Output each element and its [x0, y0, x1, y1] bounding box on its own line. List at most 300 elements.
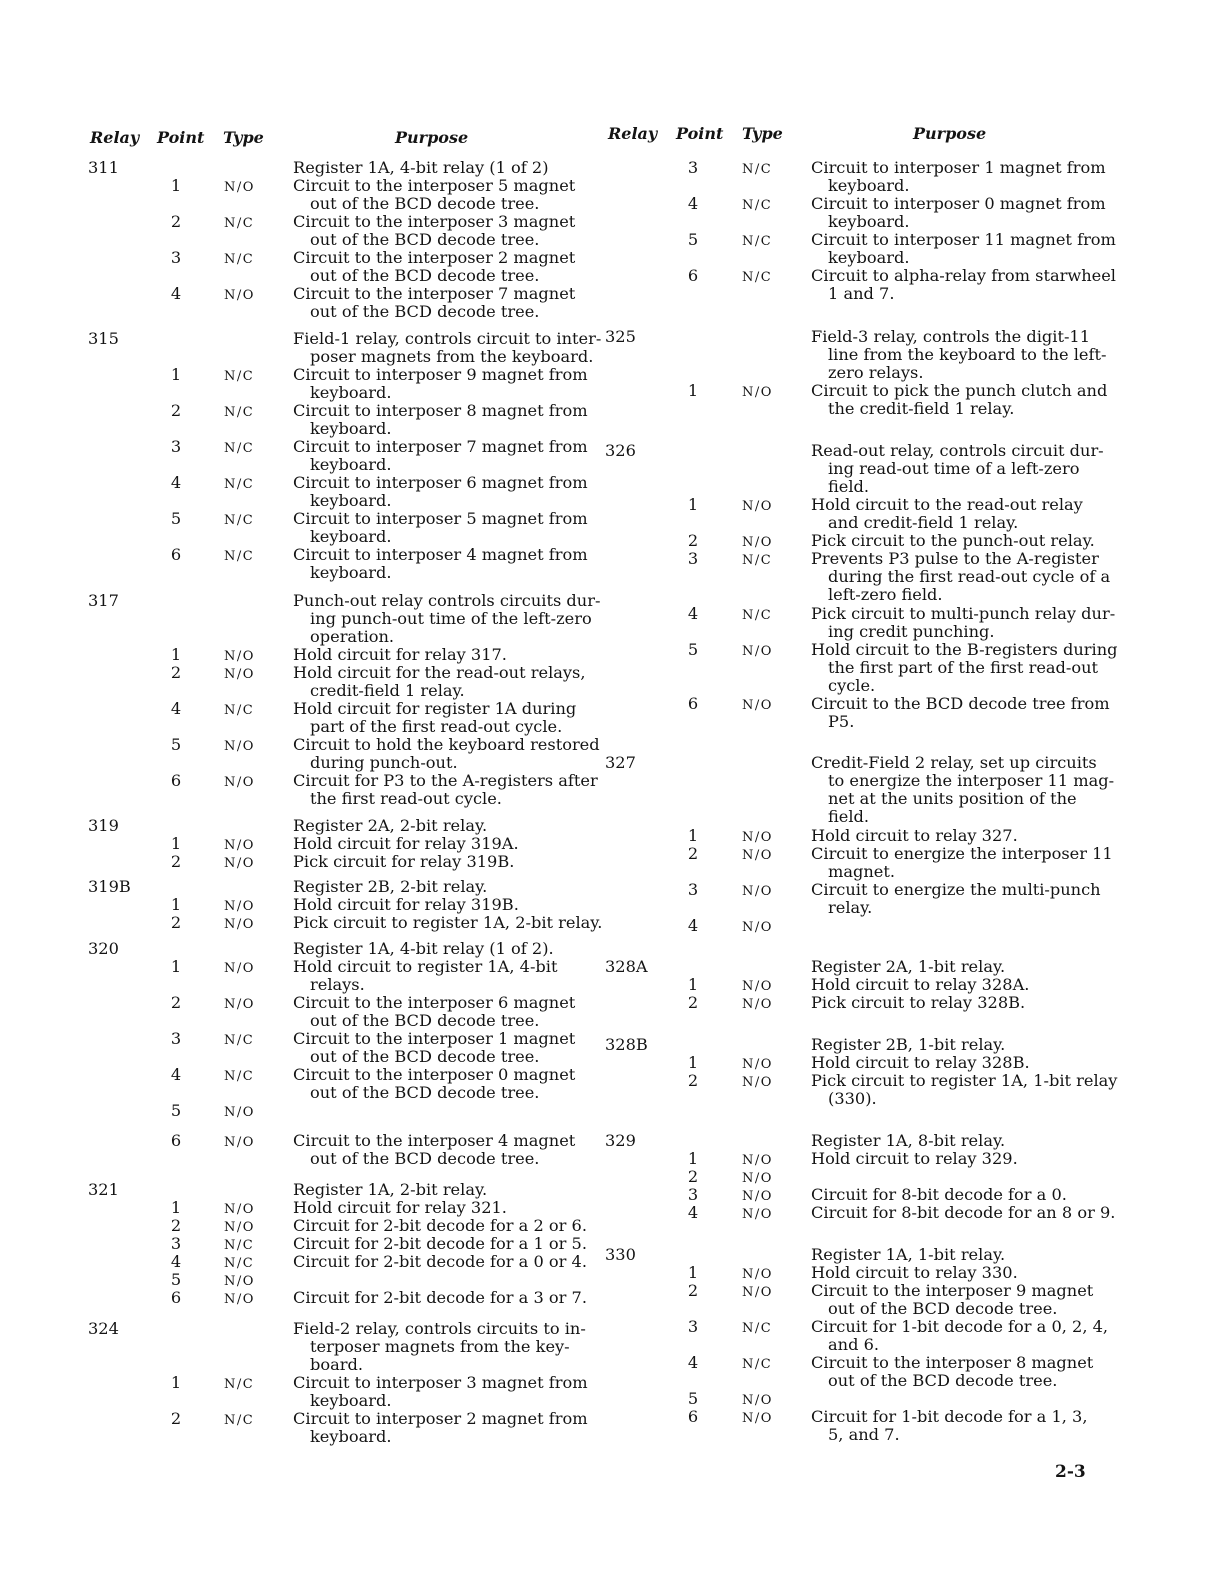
purpose-text: [293, 878, 569, 896]
purpose-line: out of the BCD decode tree.: [310, 1011, 540, 1030]
purpose-text: [811, 1132, 1088, 1150]
contact-type: N/O: [742, 1171, 773, 1186]
point-number: 5: [687, 640, 699, 659]
contact-type: N/O: [742, 1189, 773, 1204]
purpose-line: Circuit to interposer 0 magnet from: [811, 194, 1106, 213]
contact-type: N/O: [224, 649, 255, 664]
purpose-text: [811, 604, 1116, 641]
relay-number: 319B: [88, 877, 131, 896]
contact-type: N/C: [742, 1357, 773, 1372]
purpose-line: Circuit to interposer 9 magnet from: [293, 365, 588, 384]
purpose-text: [811, 1264, 1088, 1282]
purpose-line: Pick circuit for relay 319B.: [293, 852, 515, 871]
contact-type: N/O: [224, 856, 255, 871]
purpose-line: keyboard.: [310, 1391, 392, 1410]
purpose-line: left-zero field.: [828, 585, 943, 604]
purpose-line: cycle.: [828, 676, 876, 695]
purpose-line: out of the BCD decode tree.: [828, 1299, 1058, 1318]
purpose-line: Circuit to energize the interposer 11: [811, 844, 1113, 863]
contact-type: N/O: [742, 1411, 773, 1426]
point-number: 2: [687, 531, 699, 550]
purpose-text: [293, 248, 576, 285]
point-number: 6: [170, 1131, 182, 1150]
purpose-text: [811, 194, 1106, 231]
contact-type: N/O: [742, 830, 773, 845]
contact-type: N/O: [742, 884, 773, 899]
relay-number: 328B: [605, 1035, 648, 1054]
purpose-line: Hold circuit for register 1A during: [293, 699, 577, 718]
point-number: 2: [170, 401, 182, 420]
contact-type: N/O: [742, 1393, 773, 1408]
contact-type: N/C: [224, 1033, 255, 1048]
purpose-text: [811, 158, 1106, 195]
point-number: 6: [170, 771, 182, 790]
point-number: 4: [687, 916, 699, 935]
purpose-text: [293, 176, 576, 213]
purpose-line: Circuit to interposer 2 magnet from: [293, 1409, 588, 1428]
point-number: 1: [687, 495, 699, 514]
purpose-text: [293, 735, 600, 772]
purpose-line: Register 1A, 1-bit relay.: [811, 1245, 1006, 1264]
point-number: 3: [170, 1234, 182, 1253]
contact-type: N/C: [742, 1321, 773, 1336]
point-number: 5: [170, 509, 182, 528]
purpose-text: [811, 496, 1088, 532]
point-number: 1: [170, 895, 182, 914]
purpose-line: Hold circuit to the B-registers during: [811, 640, 1118, 659]
point-number: 5: [170, 1270, 182, 1289]
contact-type: N/O: [224, 899, 255, 914]
header-purpose-left: Purpose: [395, 128, 469, 147]
point-number: 1: [170, 834, 182, 853]
purpose-line: Register 2B, 1-bit relay.: [811, 1035, 1006, 1054]
purpose-line: Pick circuit to multi-punch relay dur-: [811, 604, 1116, 623]
relay-number: 321: [88, 1180, 119, 1199]
header-point-right: Point: [676, 124, 724, 143]
purpose-line: credit-field 1 relay.: [310, 681, 465, 700]
contact-type: N/O: [224, 1135, 255, 1150]
point-number: 6: [687, 694, 699, 713]
purpose-text: [293, 958, 569, 994]
point-number: 3: [170, 248, 182, 267]
purpose-text: [293, 646, 569, 664]
purpose-line: Hold circuit to relay 328A.: [811, 975, 1030, 994]
purpose-line: Circuit to interposer 6 magnet from: [293, 473, 588, 492]
point-number: 1: [687, 1053, 699, 1072]
contact-type: N/O: [742, 1267, 773, 1282]
contact-type: N/O: [742, 997, 773, 1012]
contact-type: N/C: [224, 1377, 255, 1392]
contact-type: N/O: [224, 739, 255, 754]
purpose-text: [811, 1353, 1094, 1390]
contact-type: N/C: [224, 1069, 255, 1084]
purpose-line: keyboard.: [310, 419, 392, 438]
purpose-text: [811, 1071, 1118, 1108]
purpose-text: [293, 212, 576, 249]
purpose-line: board.: [310, 1355, 364, 1374]
purpose-line: Register 2A, 2-bit relay.: [293, 816, 488, 835]
purpose-line: Circuit to the interposer 6 magnet: [293, 993, 576, 1012]
purpose-line: out of the BCD decode tree.: [310, 1083, 540, 1102]
purpose-line: Circuit to the interposer 5 magnet: [293, 176, 576, 195]
relay-number: 320: [88, 939, 119, 958]
purpose-text: [811, 381, 1108, 418]
contact-type: N/O: [224, 1105, 255, 1120]
relay-number: 317: [88, 591, 119, 610]
purpose-line: Circuit to interposer 1 magnet from: [811, 158, 1106, 177]
purpose-line: keyboard.: [310, 527, 392, 546]
purpose-text: [811, 640, 1118, 695]
contact-type: N/O: [224, 997, 255, 1012]
purpose-line: during punch-out.: [310, 753, 458, 772]
purpose-text: [293, 1216, 587, 1235]
purpose-line: ing credit punching.: [828, 622, 995, 641]
point-number: 2: [687, 1167, 699, 1186]
point-number: 3: [687, 549, 699, 568]
contact-type: N/O: [742, 1057, 773, 1072]
point-number: 4: [170, 473, 182, 492]
purpose-line: (330).: [828, 1089, 877, 1108]
point-number: 6: [687, 1407, 699, 1426]
point-number: 1: [170, 1373, 182, 1392]
purpose-line: Circuit for P3 to the A-registers after: [293, 771, 598, 790]
purpose-text: [811, 694, 1110, 731]
point-number: 2: [687, 844, 699, 863]
point-number: 2: [687, 993, 699, 1012]
contact-type: N/O: [742, 1075, 773, 1090]
contact-type: N/C: [742, 553, 773, 568]
purpose-line: Circuit to the interposer 4 magnet: [293, 1131, 576, 1150]
purpose-text: [811, 880, 1101, 917]
point-number: 4: [170, 699, 182, 718]
purpose-text: [293, 940, 569, 958]
purpose-line: poser magnets from the keyboard.: [310, 347, 594, 366]
purpose-line: keyboard.: [828, 212, 910, 231]
purpose-line: Circuit to hold the keyboard restored: [293, 735, 600, 754]
purpose-line: Circuit for 2-bit decode for a 0 or 4.: [293, 1252, 587, 1271]
purpose-text: [293, 509, 588, 546]
purpose-line: Hold circuit for relay 321.: [293, 1198, 507, 1217]
purpose-line: keyboard.: [310, 1427, 392, 1446]
contact-type: N/O: [742, 920, 773, 935]
purpose-text: [811, 1054, 1088, 1072]
contact-type: N/O: [224, 1220, 255, 1235]
contact-type: N/O: [742, 1207, 773, 1222]
purpose-line: out of the BCD decode tree.: [310, 1047, 540, 1066]
purpose-text: [811, 266, 1116, 303]
point-number: 2: [170, 663, 182, 682]
purpose-line: field.: [828, 477, 870, 496]
purpose-text: [293, 159, 569, 177]
contact-type: N/O: [742, 979, 773, 994]
purpose-line: zero relays.: [828, 363, 924, 382]
point-number: 3: [687, 1185, 699, 1204]
purpose-line: keyboard.: [310, 563, 392, 582]
purpose-text: [811, 1150, 1088, 1168]
purpose-line: and credit-field 1 relay.: [828, 513, 1019, 532]
purpose-line: P5.: [828, 712, 855, 731]
point-number: 6: [170, 545, 182, 564]
contact-type: N/C: [742, 198, 773, 213]
purpose-text: [293, 1131, 576, 1168]
point-number: 1: [170, 176, 182, 195]
purpose-text: [293, 1319, 586, 1374]
purpose-line: Hold circuit for relay 319A.: [293, 834, 519, 853]
purpose-text: [293, 1409, 588, 1446]
point-number: 3: [170, 1029, 182, 1048]
point-number: 4: [687, 194, 699, 213]
purpose-line: relays.: [310, 975, 365, 994]
contact-type: N/O: [224, 1202, 255, 1217]
purpose-text: [293, 1029, 576, 1066]
point-number: 5: [687, 230, 699, 249]
purpose-text: [811, 1246, 1088, 1264]
contact-type: N/O: [224, 667, 255, 682]
point-number: 2: [170, 1216, 182, 1235]
purpose-text: [293, 1288, 587, 1307]
purpose-line: Punch-out relay controls circuits dur-: [293, 591, 601, 610]
purpose-line: Circuit to interposer 5 magnet from: [293, 509, 588, 528]
header-point-left: Point: [157, 128, 205, 147]
purpose-line: Hold circuit for relay 317.: [293, 645, 507, 664]
purpose-line: Circuit for 8-bit decode for an 8 or 9.: [811, 1203, 1116, 1222]
purpose-text: [811, 441, 1104, 496]
purpose-text: [293, 284, 576, 321]
contact-type: N/O: [742, 698, 773, 713]
point-number: 1: [170, 645, 182, 664]
purpose-line: Circuit to interposer 7 magnet from: [293, 437, 588, 456]
contact-type: N/C: [224, 369, 255, 384]
purpose-text: [293, 913, 603, 932]
relay-number: 328A: [605, 957, 648, 976]
header-type-left: Type: [223, 128, 264, 147]
purpose-line: Field-2 relay, controls circuits to in-: [293, 1319, 586, 1338]
contact-type: N/O: [742, 1285, 773, 1300]
point-number: 4: [687, 1203, 699, 1222]
contact-type: N/O: [742, 385, 773, 400]
point-number: 1: [687, 975, 699, 994]
contact-type: N/C: [742, 234, 773, 249]
purpose-text: [811, 976, 1088, 994]
purpose-text: [293, 365, 588, 402]
relay-number: 315: [88, 329, 119, 348]
point-number: 2: [170, 993, 182, 1012]
point-number: 3: [687, 1317, 699, 1336]
purpose-text: [811, 844, 1113, 881]
purpose-line: Circuit to the interposer 0 magnet: [293, 1065, 576, 1084]
purpose-text: [293, 329, 602, 366]
purpose-text: [293, 1252, 587, 1271]
page-number: 2-3: [1055, 1462, 1086, 1482]
relay-number: 319: [88, 816, 119, 835]
header-type-right: Type: [742, 124, 783, 143]
point-number: 2: [687, 1071, 699, 1090]
purpose-line: Circuit to the interposer 1 magnet: [293, 1029, 576, 1048]
purpose-line: Prevents P3 pulse to the A-register: [811, 549, 1099, 568]
contact-type: N/O: [224, 838, 255, 853]
contact-type: N/C: [742, 162, 773, 177]
purpose-line: Hold circuit to the read-out relay: [811, 495, 1083, 514]
point-number: 4: [687, 1353, 699, 1372]
purpose-text: [293, 896, 569, 914]
header-relay-right: Relay: [608, 124, 658, 143]
purpose-text: [293, 591, 601, 646]
purpose-line: relay.: [828, 898, 873, 917]
purpose-line: part of the first read-out cycle.: [310, 717, 563, 736]
purpose-line: Circuit to the interposer 7 magnet: [293, 284, 576, 303]
purpose-text: [293, 473, 588, 510]
point-number: 2: [170, 1409, 182, 1428]
purpose-line: and 6.: [828, 1335, 880, 1354]
contact-type: N/O: [224, 288, 255, 303]
purpose-line: Register 2B, 2-bit relay.: [293, 877, 488, 896]
purpose-line: net at the units position of the: [828, 789, 1077, 808]
point-number: 2: [170, 852, 182, 871]
purpose-line: 1 and 7.: [828, 284, 895, 303]
point-number: 3: [687, 880, 699, 899]
contact-type: N/C: [224, 513, 255, 528]
point-number: 1: [687, 381, 699, 400]
purpose-text: [293, 437, 588, 474]
purpose-line: keyboard.: [828, 176, 910, 195]
contact-type: N/C: [224, 477, 255, 492]
contact-type: N/O: [742, 499, 773, 514]
purpose-line: line from the keyboard to the left-: [828, 345, 1107, 364]
purpose-text: [811, 994, 1088, 1012]
point-number: 6: [687, 266, 699, 285]
purpose-line: the first read-out cycle.: [310, 789, 502, 808]
purpose-text: [293, 835, 569, 853]
purpose-line: field.: [828, 807, 870, 826]
purpose-line: the first part of the first read-out: [828, 658, 1099, 677]
point-number: 4: [170, 1252, 182, 1271]
purpose-line: Circuit to the interposer 2 magnet: [293, 248, 576, 267]
contact-type: N/O: [742, 848, 773, 863]
contact-type: N/O: [742, 1153, 773, 1168]
purpose-line: Circuit to energize the multi-punch: [811, 880, 1101, 899]
contact-type: N/C: [224, 216, 255, 231]
purpose-line: Hold circuit for the read-out relays,: [293, 663, 586, 682]
purpose-line: Register 1A, 2-bit relay.: [293, 1180, 488, 1199]
point-number: 5: [170, 735, 182, 754]
purpose-line: Pick circuit to register 1A, 2-bit relay.: [293, 913, 603, 932]
purpose-line: Circuit to interposer 8 magnet from: [293, 401, 588, 420]
relay-number: 330: [605, 1245, 636, 1264]
point-number: 5: [687, 1389, 699, 1408]
contact-type: N/C: [224, 703, 255, 718]
purpose-text: [811, 531, 1095, 550]
contact-type: N/O: [742, 644, 773, 659]
contact-type: N/C: [224, 441, 255, 456]
purpose-line: during the first read-out cycle of a: [828, 567, 1111, 586]
purpose-line: Hold circuit for relay 319B.: [293, 895, 519, 914]
purpose-text: [293, 1373, 588, 1410]
purpose-line: Circuit for 2-bit decode for a 3 or 7.: [293, 1288, 587, 1307]
purpose-line: Hold circuit to relay 327.: [811, 826, 1018, 845]
purpose-line: Register 1A, 4-bit relay (1 of 2).: [293, 939, 554, 958]
purpose-line: ing punch-out time of the left-zero: [310, 609, 592, 628]
point-number: 3: [170, 437, 182, 456]
point-number: 4: [170, 1065, 182, 1084]
purpose-line: Register 2A, 1-bit relay.: [811, 957, 1006, 976]
purpose-text: [293, 817, 569, 835]
purpose-line: Register 1A, 8-bit relay.: [811, 1131, 1006, 1150]
purpose-line: Circuit for 8-bit decode for a 0.: [811, 1185, 1067, 1204]
purpose-line: Circuit to the interposer 9 magnet: [811, 1281, 1094, 1300]
purpose-line: Circuit to the interposer 3 magnet: [293, 212, 576, 231]
purpose-text: [293, 771, 598, 808]
contact-type: N/O: [224, 917, 255, 932]
purpose-line: Circuit to interposer 4 magnet from: [293, 545, 588, 564]
purpose-line: Register 1A, 4-bit relay (1 of 2): [293, 158, 549, 177]
purpose-line: Field-3 relay, controls the digit-11: [811, 327, 1091, 346]
purpose-line: Circuit to interposer 11 magnet from: [811, 230, 1116, 249]
purpose-text: [293, 401, 588, 438]
purpose-line: Circuit for 1-bit decode for a 1, 3,: [811, 1407, 1088, 1426]
contact-type: N/O: [224, 961, 255, 976]
point-number: 1: [687, 1263, 699, 1282]
purpose-line: out of the BCD decode tree.: [310, 302, 540, 321]
point-number: 2: [170, 913, 182, 932]
purpose-text: [811, 958, 1088, 976]
purpose-line: to energize the interposer 11 mag-: [828, 771, 1115, 790]
purpose-text: [811, 827, 1088, 845]
purpose-text: [811, 1203, 1116, 1222]
purpose-text: [293, 663, 586, 700]
point-number: 2: [687, 1281, 699, 1300]
point-number: 1: [687, 826, 699, 845]
header-relay-left: Relay: [90, 128, 140, 147]
relay-number: 329: [605, 1131, 636, 1150]
contact-type: N/C: [224, 252, 255, 267]
point-number: 5: [170, 1101, 182, 1120]
purpose-text: [293, 545, 588, 582]
point-number: 1: [170, 957, 182, 976]
contact-type: N/C: [742, 270, 773, 285]
point-number: 1: [170, 365, 182, 384]
purpose-line: keyboard.: [310, 455, 392, 474]
purpose-text: [293, 1199, 569, 1217]
purpose-line: out of the BCD decode tree.: [310, 230, 540, 249]
purpose-line: Circuit to interposer 3 magnet from: [293, 1373, 588, 1392]
relay-number: 311: [88, 158, 119, 177]
contact-type: N/O: [224, 775, 255, 790]
purpose-text: [293, 993, 576, 1030]
contact-type: N/C: [742, 608, 773, 623]
purpose-line: Read-out relay, controls circuit dur-: [811, 441, 1104, 460]
contact-type: N/C: [224, 1256, 255, 1271]
purpose-line: terposer magnets from the key-: [310, 1337, 570, 1356]
point-number: 4: [170, 284, 182, 303]
purpose-line: keyboard.: [828, 248, 910, 267]
purpose-text: [293, 1065, 576, 1102]
purpose-text: [811, 327, 1107, 382]
purpose-line: out of the BCD decode tree.: [310, 266, 540, 285]
purpose-line: Circuit for 2-bit decode for a 2 or 6.: [293, 1216, 587, 1235]
contact-type: N/O: [224, 1292, 255, 1307]
purpose-text: [293, 699, 577, 736]
purpose-line: Credit-Field 2 relay, set up circuits: [811, 753, 1097, 772]
point-number: 6: [170, 1288, 182, 1307]
purpose-text: [293, 1234, 587, 1253]
purpose-line: out of the BCD decode tree.: [828, 1371, 1058, 1390]
point-number: 1: [687, 1149, 699, 1168]
purpose-line: Pick circuit to register 1A, 1-bit relay: [811, 1071, 1118, 1090]
purpose-line: out of the BCD decode tree.: [310, 194, 540, 213]
point-number: 1: [170, 1198, 182, 1217]
purpose-line: Circuit to pick the punch clutch and: [811, 381, 1108, 400]
purpose-line: Hold circuit to relay 330.: [811, 1263, 1018, 1282]
